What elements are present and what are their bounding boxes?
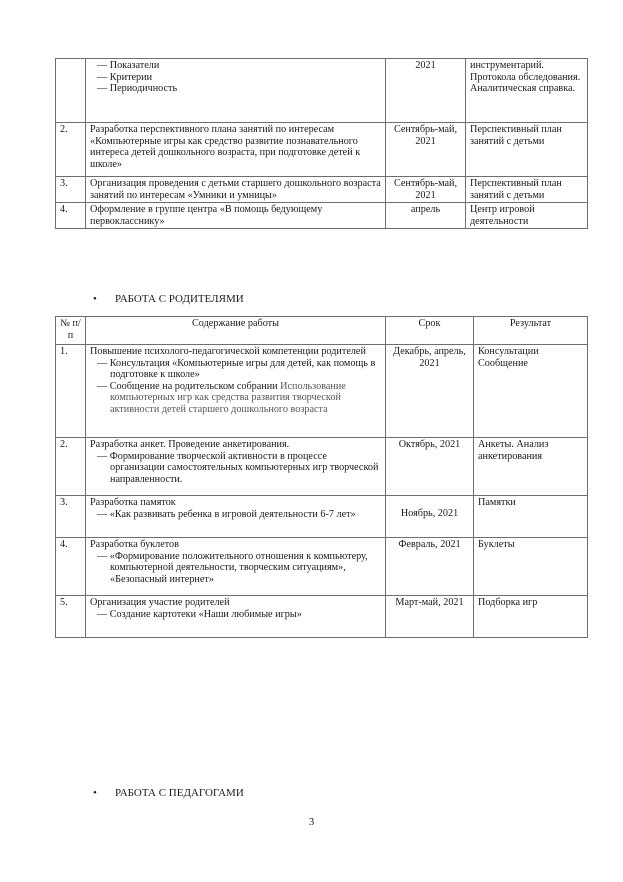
result-cell: Буклеты bbox=[474, 538, 588, 596]
row-number-cell bbox=[56, 59, 86, 123]
list-item: — Критерии bbox=[90, 72, 381, 84]
column-header-content: Содержание работы bbox=[86, 317, 386, 345]
column-header-result: Результат bbox=[474, 317, 588, 345]
column-header-term: Срок bbox=[386, 317, 474, 345]
content-cell bbox=[86, 596, 386, 638]
term-cell: Декабрь, апрель, 2021 bbox=[386, 345, 474, 438]
table-row bbox=[56, 596, 588, 638]
term-cell: Ноябрь, 2021 bbox=[386, 496, 474, 538]
result-cell: Центр игровой деятельности bbox=[466, 203, 588, 229]
list-item: — «Как развивать ребенка в игровой деятельности 6-7 лет» bbox=[90, 509, 381, 521]
list-item: — «Формирование положительного отношения к компьютеру, компьютерной деятельности, творческим ситуациям», «Безопасный интернет» bbox=[90, 551, 381, 586]
row-main-text: Разработка анкет. Проведение анкетирования. bbox=[90, 439, 290, 450]
row-main-text: Организация участие родителей bbox=[90, 597, 230, 608]
term-cell: Сентябрь-май, 2021 bbox=[386, 177, 466, 203]
row-main-text: Разработка буклетов bbox=[90, 539, 179, 550]
bullet-icon: • bbox=[93, 787, 97, 799]
list-item-text: Сообщение на родительском собрании bbox=[109, 380, 278, 392]
term-cell: Сентябрь-май, 2021 bbox=[386, 123, 466, 177]
content-cell: Оформление в группе центра «В помощь бедующему первокласснику» bbox=[86, 203, 386, 229]
term-cell: Февраль, 2021 bbox=[386, 538, 474, 596]
row-main-text: Повышение психолого-педагогической компетенции родителей bbox=[90, 346, 366, 357]
table-row bbox=[56, 123, 588, 177]
row-number-cell: 4. bbox=[56, 203, 86, 229]
table-header-row bbox=[56, 317, 588, 345]
result-cell: Перспективный план занятий с детьми bbox=[466, 123, 588, 177]
parents-work-table bbox=[55, 316, 588, 638]
result-cell: Консультации Сообщение bbox=[474, 345, 588, 438]
list-item bbox=[90, 381, 381, 416]
table-row bbox=[56, 177, 588, 203]
table-row bbox=[56, 59, 588, 123]
term-cell: Октябрь, 2021 bbox=[386, 438, 474, 496]
term-cell: апрель bbox=[386, 203, 466, 229]
content-cell bbox=[86, 538, 386, 596]
result-cell: Анкеты. Анализ анкетирования bbox=[474, 438, 588, 496]
table-row bbox=[56, 538, 588, 596]
row-main-text: Разработка памяток bbox=[90, 497, 176, 508]
result-cell: Памятки bbox=[474, 496, 588, 538]
section-title: РАБОТА С ПЕДАГОГАМИ bbox=[115, 787, 244, 799]
content-cell bbox=[86, 59, 386, 123]
row-number-cell: 2. bbox=[56, 123, 86, 177]
row-number-cell: 3. bbox=[56, 177, 86, 203]
content-cell bbox=[86, 496, 386, 538]
row-number-cell: 4. bbox=[56, 538, 86, 596]
section-heading-teachers bbox=[93, 786, 244, 800]
table-row bbox=[56, 496, 588, 538]
list-item: — Периодичность bbox=[90, 83, 381, 95]
row-number-cell: 3. bbox=[56, 496, 86, 538]
row-number-cell: 1. bbox=[56, 345, 86, 438]
content-cell bbox=[86, 438, 386, 496]
result-cell: Перспективный план занятий с детьми bbox=[466, 177, 588, 203]
list-item: — Формирование творческой активности в процессе организации самостоятельных компьютерных игр творческой направленности. bbox=[90, 451, 381, 486]
table-continued bbox=[55, 58, 588, 229]
term-cell: Март-май, 2021 bbox=[386, 596, 474, 638]
list-item: — Консультация «Компьютерные игры для детей, как помощь в подготовке к школе» bbox=[90, 358, 381, 381]
row-number-cell: 5. bbox=[56, 596, 86, 638]
section-title: РАБОТА С РОДИТЕЛЯМИ bbox=[115, 293, 244, 305]
page-number: 3 bbox=[308, 816, 315, 828]
table-row bbox=[56, 345, 588, 438]
column-header-number: № п/п bbox=[56, 317, 86, 345]
term-cell: 2021 bbox=[386, 59, 466, 123]
list-item: — Показатели bbox=[90, 60, 381, 72]
table-row bbox=[56, 438, 588, 496]
list-item: — Создание картотеки «Наши любимые игры» bbox=[90, 609, 381, 621]
result-cell: инструментарий. Протокола обследования. Аналитическая справка. bbox=[466, 59, 588, 123]
content-cell: Разработка перспективного плана занятий по интересам «Компьютерные игры как средство развитие познавательного интереса детей дошкольного возраста, при подготовке детей к школе» bbox=[86, 123, 386, 177]
table-row bbox=[56, 203, 588, 229]
result-cell: Подборка игр bbox=[474, 596, 588, 638]
list-item-note: Использование компьютерных игр как средства развития творческой активности детей старшего дошкольного возраста bbox=[110, 380, 346, 415]
row-number-cell: 2. bbox=[56, 438, 86, 496]
content-cell: Организация проведения с детьми старшего дошкольного возраста занятий по интересам «Умники и умницы» bbox=[86, 177, 386, 203]
bullet-icon: • bbox=[93, 293, 97, 305]
section-heading-parents bbox=[93, 292, 244, 306]
content-cell bbox=[86, 345, 386, 438]
